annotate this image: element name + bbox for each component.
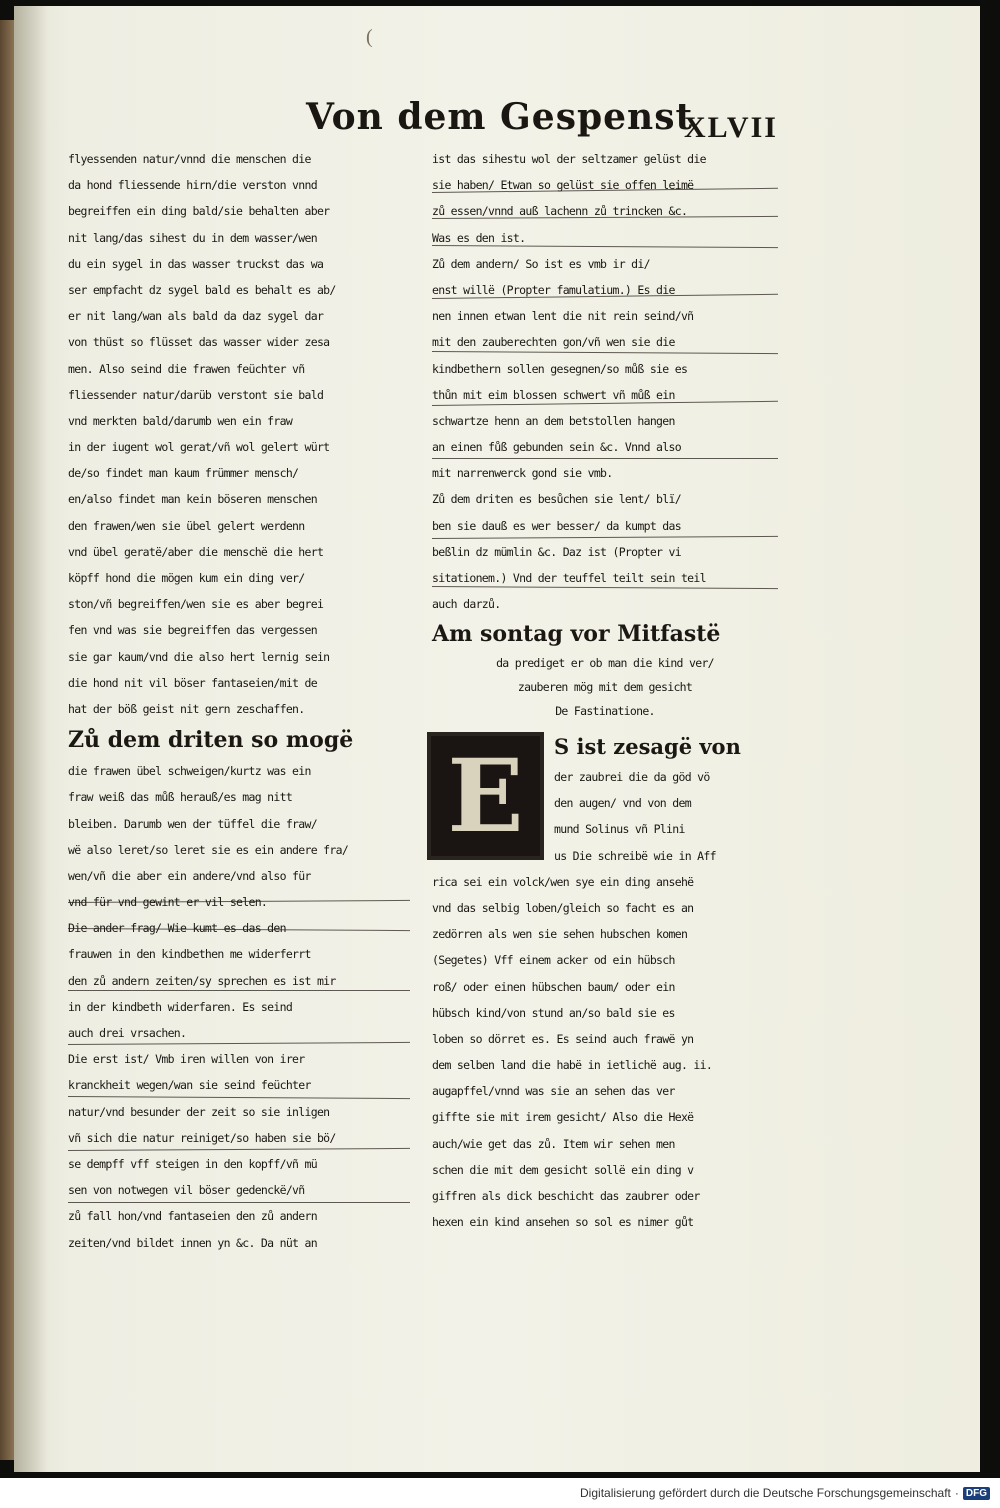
text-line: die frawen übel schweigen/kurtz was ein xyxy=(68,764,311,779)
text-line: zauberen mög mit dem gesicht xyxy=(517,680,693,695)
text-line: zů fall hon/vnd fantaseien den zů andern xyxy=(68,1209,317,1224)
running-title: Von dem Gespenst xyxy=(306,96,694,138)
text-line: (Segetes) Vff einem acker od ein hübsch xyxy=(432,953,675,968)
text-line: giffren als dick beschicht das zaubrer oder xyxy=(432,1189,700,1203)
text-line: mit narrenwerck gond sie vmb. xyxy=(432,466,613,481)
text-line: fen vnd was sie begreiffen das vergessen xyxy=(68,623,317,638)
text-line: se dempff vff steigen in den kopff/vñ mü xyxy=(68,1156,317,1171)
text-line: wen/vñ die aber ein andere/vnd also für xyxy=(68,868,311,883)
text-line: mund Solinus vñ Plini xyxy=(554,822,685,837)
left-text-column xyxy=(68,146,410,1256)
text-line: nen innen etwan lent die nit rein seind/vñ xyxy=(432,309,694,324)
book-edge xyxy=(0,20,14,1460)
ink-underline xyxy=(432,458,778,459)
text-line: ist das sihestu wol der seltzamer gelüst die xyxy=(432,152,706,166)
text-line: die hond nit vil böser fantaseien/mit de xyxy=(68,675,317,690)
text-line: flyessenden natur/vnnd die menschen die xyxy=(68,152,311,166)
text-line: den augen/ vnd von dem xyxy=(554,796,691,811)
text-line: Was es den ist. xyxy=(432,230,526,245)
text-line: hexen ein kind ansehen so sol es nimer gůt xyxy=(432,1215,694,1230)
right-text-column-bottom xyxy=(432,730,778,1235)
text-line: köpff hond die mögen kum ein ding ver/ xyxy=(68,571,305,585)
text-line: ston/vñ begreiffen/wen sie es aber begrei xyxy=(68,597,324,612)
text-line: vnd übel geratë/aber die menschë die hert xyxy=(68,544,324,559)
text-line: beßlin dz mümlin &c. Daz ist (Propter vi xyxy=(432,544,681,559)
text-line: zedörren als wen sie sehen hubschen komen xyxy=(432,927,688,942)
text-line: sen von notwegen vil böser gedenckë/vñ xyxy=(68,1183,305,1198)
text-line: us Die schreibë wie in Aff xyxy=(554,848,716,863)
text-line: frauwen in den kindbethen me widerferrt xyxy=(68,947,311,962)
text-line: kindbethern sollen gesegnen/so můß sie es xyxy=(432,361,688,376)
ink-underline xyxy=(68,1202,410,1203)
text-line: fliessender natur/darüb verstont sie bald xyxy=(68,387,324,402)
text-line: vnd das selbig loben/gleich so facht es an xyxy=(432,900,694,915)
text-line: en/also findet man kein böseren menschen xyxy=(68,492,317,507)
text-line: Zů dem driten so mogë xyxy=(68,727,354,754)
initial-letter: E xyxy=(447,737,524,855)
spine-shadow xyxy=(14,6,48,1472)
text-line: in der iugent wol gerat/vñ wol gelert würt xyxy=(68,440,330,455)
footer-credit xyxy=(580,1486,990,1500)
text-line: auch drei vrsachen. xyxy=(68,1026,187,1040)
right-text-column-top xyxy=(432,146,778,723)
corner-mark: ( xyxy=(366,26,373,48)
text-line: roß/ oder einen hübschen baum/ oder ein xyxy=(432,979,675,994)
text-line: in der kindbeth widerfaren. Es seind xyxy=(68,999,293,1014)
text-line: du ein sygel in das wasser truckst das wa xyxy=(68,256,324,271)
text-line: den zů andern zeiten/sy sprechen es ist mir xyxy=(68,973,336,988)
footer-text: Digitalisierung gefördert durch die Deutsche Forschungsgemeinschaft xyxy=(580,1486,951,1500)
text-line: sitationem.) Vnd der teuffel teilt sein teil xyxy=(432,571,706,585)
text-line: fraw weiß das můß herauß/es mag nitt xyxy=(68,790,293,805)
text-line: begreiffen ein ding bald/sie behalten aber xyxy=(68,204,330,219)
text-line: hübsch kind/von stund an/so bald sie es xyxy=(432,1005,675,1020)
text-line: ser empfacht dz sygel bald es behalt es ab/ xyxy=(68,282,336,297)
text-line: Zů dem andern/ So ist es vmb ir di/ xyxy=(432,256,650,271)
ink-underline xyxy=(68,990,410,991)
text-line: auch/wie get das zů. Item wir sehen men xyxy=(432,1136,675,1151)
text-line: natur/vnd besunder der zeit so sie inligen xyxy=(68,1104,330,1119)
text-line: zeiten/vnd bildet innen yn &c. Da nüt an xyxy=(68,1235,317,1250)
text-line: nit lang/das sihest du in dem wasser/wen xyxy=(68,230,317,245)
text-line: sie gar kaum/vnd die also hert lernig sein xyxy=(68,649,330,664)
text-line: thůn mit eim blossen schwert vñ můß ein xyxy=(432,387,675,402)
text-line: mit den zauberechten gon/vñ wen sie die xyxy=(432,335,675,350)
text-line: dem selben land die habë in ietlichë aug. ii. xyxy=(432,1058,713,1073)
text-line: augapffel/vnnd was sie an sehen das ver xyxy=(432,1084,675,1099)
text-line: Die ander frag/ Wie kumt es das den xyxy=(68,921,286,936)
text-line: von thüst so flüsset das wasser wider zesa xyxy=(68,335,330,350)
text-line: enst willë (Propter famulatium.) Es die xyxy=(432,282,675,297)
text-line: loben so dörret es. Es seind auch frawë yn xyxy=(432,1031,694,1046)
text-line: schen die mit dem gesicht sollë ein ding v xyxy=(432,1162,694,1177)
text-line: Zů dem driten es besůchen sie lent/ blï/ xyxy=(432,492,681,507)
text-line: rica sei ein volck/wen sye ein ding ansehë xyxy=(432,874,694,889)
footer-separator: · xyxy=(954,1486,959,1500)
text-line: kranckheit wegen/wan sie seind feüchter xyxy=(68,1078,311,1093)
text-line: schwartze henn an dem betstollen hangen xyxy=(432,413,675,428)
text-line: De Fastinatione. xyxy=(555,704,655,719)
text-line: hat der böß geist nit gern zeschaffen. xyxy=(68,701,305,716)
text-line: S ist zesagë von xyxy=(554,734,741,759)
text-line: Am sontag vor Mitfastë xyxy=(432,621,721,648)
text-line: Die erst ist/ Vmb iren willen von irer xyxy=(68,1052,305,1067)
text-line: vnd merkten bald/darumb wen ein fraw xyxy=(68,413,293,428)
text-line: den frawen/wen sie übel gelert werdenn xyxy=(68,518,305,533)
text-line: da hond fliessende hirn/die verston vnnd xyxy=(68,178,317,193)
text-line: ben sie dauß es wer besser/ da kumpt das xyxy=(432,518,681,533)
text-line: vnd für vnd gewint er vil selen. xyxy=(68,895,268,910)
text-line: de/so findet man kaum frümmer mensch/ xyxy=(68,466,299,481)
text-line: auch darzů. xyxy=(432,597,501,612)
text-line: da prediget er ob man die kind ver/ xyxy=(496,656,714,671)
text-line: zů essen/vnnd auß lachenn zů trincken &c. xyxy=(432,204,688,219)
folio-number: XLVII xyxy=(684,111,778,144)
text-line: men. Also seind die frawen feüchter vñ xyxy=(68,361,305,376)
text-line: vñ sich die natur reiniget/so haben sie bö/ xyxy=(68,1130,336,1145)
text-line: er nit lang/wan als bald da daz sygel dar xyxy=(68,309,324,324)
text-line: der zaubrei die da göd vö xyxy=(554,770,710,784)
text-line: wë also leret/so leret sie es ein andere fra/ xyxy=(68,842,349,857)
text-line: an einen fůß gebunden sein &c. Vnnd also xyxy=(432,440,681,455)
text-line: giffte sie mit irem gesicht/ Also die Hexë xyxy=(432,1110,694,1125)
text-line: bleiben. Darumb wen der tüffel die fraw/ xyxy=(68,816,317,831)
text-line: sie haben/ Etwan so gelüst sie offen leimë xyxy=(432,178,694,193)
dfg-logo: DFG xyxy=(963,1487,990,1500)
